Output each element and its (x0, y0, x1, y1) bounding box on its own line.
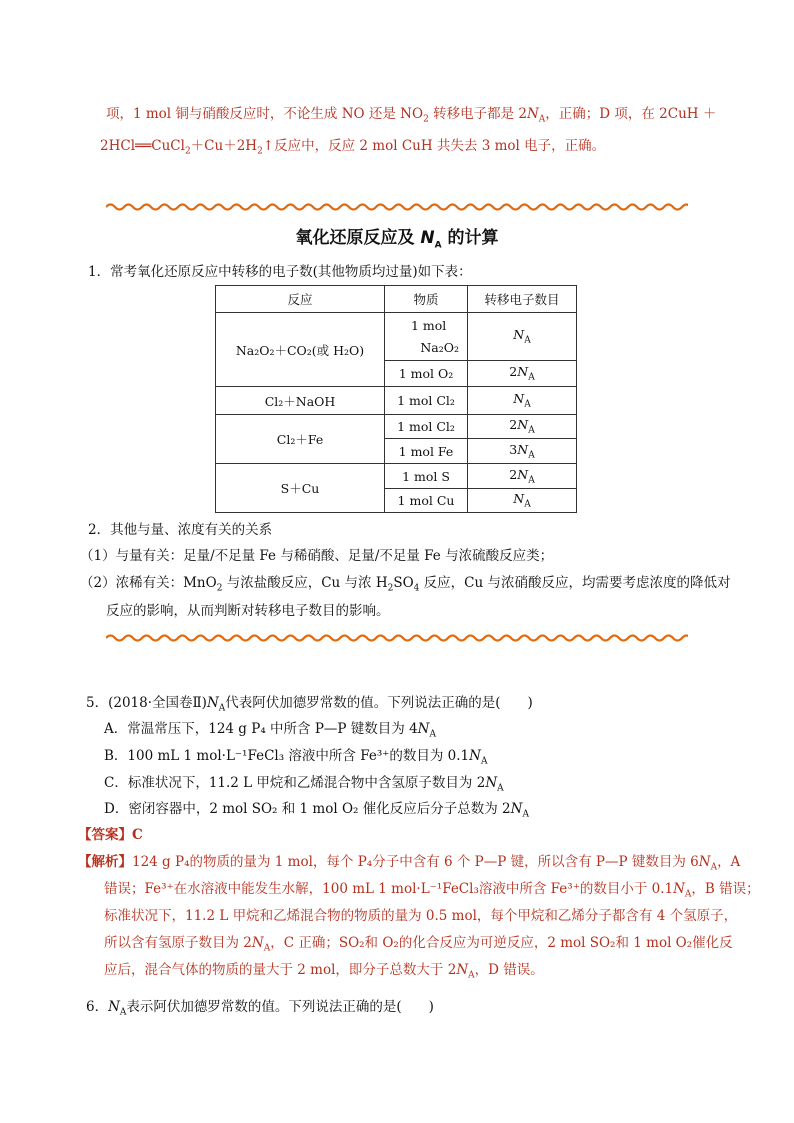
electron-transfer-table (215, 285, 577, 513)
table-cell-electrons: $N_A$ (468, 313, 577, 361)
top-line-1: 项，1 mol 铜与硝酸反应时，不论生成 NO 还是 $NO_2$ 转移电子都是 $2N_A$，正确；D 项，在 2CuH ＋ (106, 106, 717, 125)
table-cell-electrons: $2N_A$ (468, 361, 577, 387)
analysis-line-3: 标准状况下，11.2 L 甲烷和乙烯混合物的物质的量为 0.5 mol，每个甲烷和乙烯分子都含有 4 个氢原子， (104, 908, 738, 924)
wavy-divider-bottom (106, 632, 688, 644)
table-cell-electrons: $3N_A$ (468, 439, 577, 464)
section-title: 氧化还原反应及 $N_A$ 的计算 (295, 228, 499, 251)
table-cell-reaction: Cl₂＋Fe (216, 415, 385, 464)
table-cell-substance: 1 mol S (385, 464, 468, 489)
option-b: B．100 mL 1 mol·L⁻¹FeCl₃ 溶液中所含 Fe³⁺的数目为 $0.1N_A$ (104, 748, 488, 767)
option-a: A．常温常压下，124 g P₄ 中所含 P—P 键数目为 $4N_A$ (104, 721, 436, 740)
option-d: D．密闭容器中，2 mol SO₂ 和 1 mol O₂ 催化反应后分子总数为 $2N_A$ (104, 801, 529, 820)
table-cell-substance: 1 mol O₂ (385, 361, 468, 387)
table-header-electrons: 转移电子数目 (468, 286, 577, 313)
table-cell-substance: 1 mol Cl₂ (385, 415, 468, 439)
table-cell-electrons: $2N_A$ (468, 415, 577, 439)
table-cell-substance: 1 mol Cu (385, 489, 468, 513)
table-cell-electrons: $N_A$ (468, 489, 577, 513)
analysis-line-1: 【解析】124 g P₄的物质的量为 1 mol，每个 P₄分子中含有 6 个 P—P 键，所以含有 P—P 键数目为 $6N_A$，A (78, 854, 741, 873)
top-line-2: $2HCl══CuCl_2+Cu+2H_2↑$反应中，反应 2 mol CuH 共失去 3 mol 电子，正确。 (100, 138, 606, 157)
question-5-stem: 5．(2018·全国卷$Ⅱ)N_A$代表阿伏加德罗常数的值。下列说法正确的是( ) (86, 695, 533, 714)
answer-label: 【答案】C (78, 827, 143, 843)
paragraph-1: 1．常考氧化还原反应中转移的电子数(其他物质均过量)如下表： (88, 264, 472, 280)
paragraph-4: （2）浓稀有关：MnO$_2$ 与浓盐酸反应，Cu 与浓 $H_2SO_4$ 反应，Cu 与浓硝酸反应，均需要考虑浓度的降低对 (80, 575, 731, 594)
table-cell-substance: 1 mol Na₂O₂ (385, 313, 468, 361)
table-cell-reaction: S＋Cu (216, 464, 385, 513)
table-cell-reaction: Na₂O₂＋CO₂(或 H₂O) (216, 313, 385, 387)
table-cell-electrons: $2N_A$ (468, 464, 577, 489)
table-cell-substance: 1 mol Cl₂ (385, 387, 468, 415)
table-cell-reaction: Cl₂＋NaOH (216, 387, 385, 415)
question-6-stem: 6．$N_A$表示阿伏加德罗常数的值。下列说法正确的是( ) (86, 999, 434, 1018)
paragraph-2: 2．其他与量、浓度有关的关系 (88, 522, 273, 538)
paragraph-5: 反应的影响，从而判断对转移电子数目的影响。 (106, 603, 390, 619)
table-cell-substance: 1 mol Fe (385, 439, 468, 464)
table-header-substance: 物质 (385, 286, 468, 313)
analysis-line-4: 所以含有氢原子数目为 $2N_A$，C 正确；SO₂和 O₂的化合反应为可逆反应，2 mol SO₂和 1 mol O₂催化反 (104, 935, 733, 954)
wavy-divider-top (106, 201, 688, 213)
table-cell-electrons: $N_A$ (468, 387, 577, 415)
paragraph-3: （1）与量有关：足量/不足量 Fe 与稀硝酸、足量/不足量 Fe 与浓硫酸反应类； (80, 548, 554, 564)
option-c: C．标准状况下，11.2 L 甲烷和乙烯混合物中含氢原子数目为 $2N_A$ (104, 775, 504, 794)
analysis-line-5: 应后，混合气体的物质的量大于 2 mol，即分子总数大于 $2N_A$，D 错误。 (104, 962, 544, 981)
analysis-line-2: 错误；Fe³⁺在水溶液中能发生水解，100 mL 1 mol·L⁻¹FeCl₃溶液中所含 Fe³⁺的数目小于 $0.1N_A$，B 错误； (104, 881, 760, 900)
table-header-reaction: 反应 (216, 286, 385, 313)
